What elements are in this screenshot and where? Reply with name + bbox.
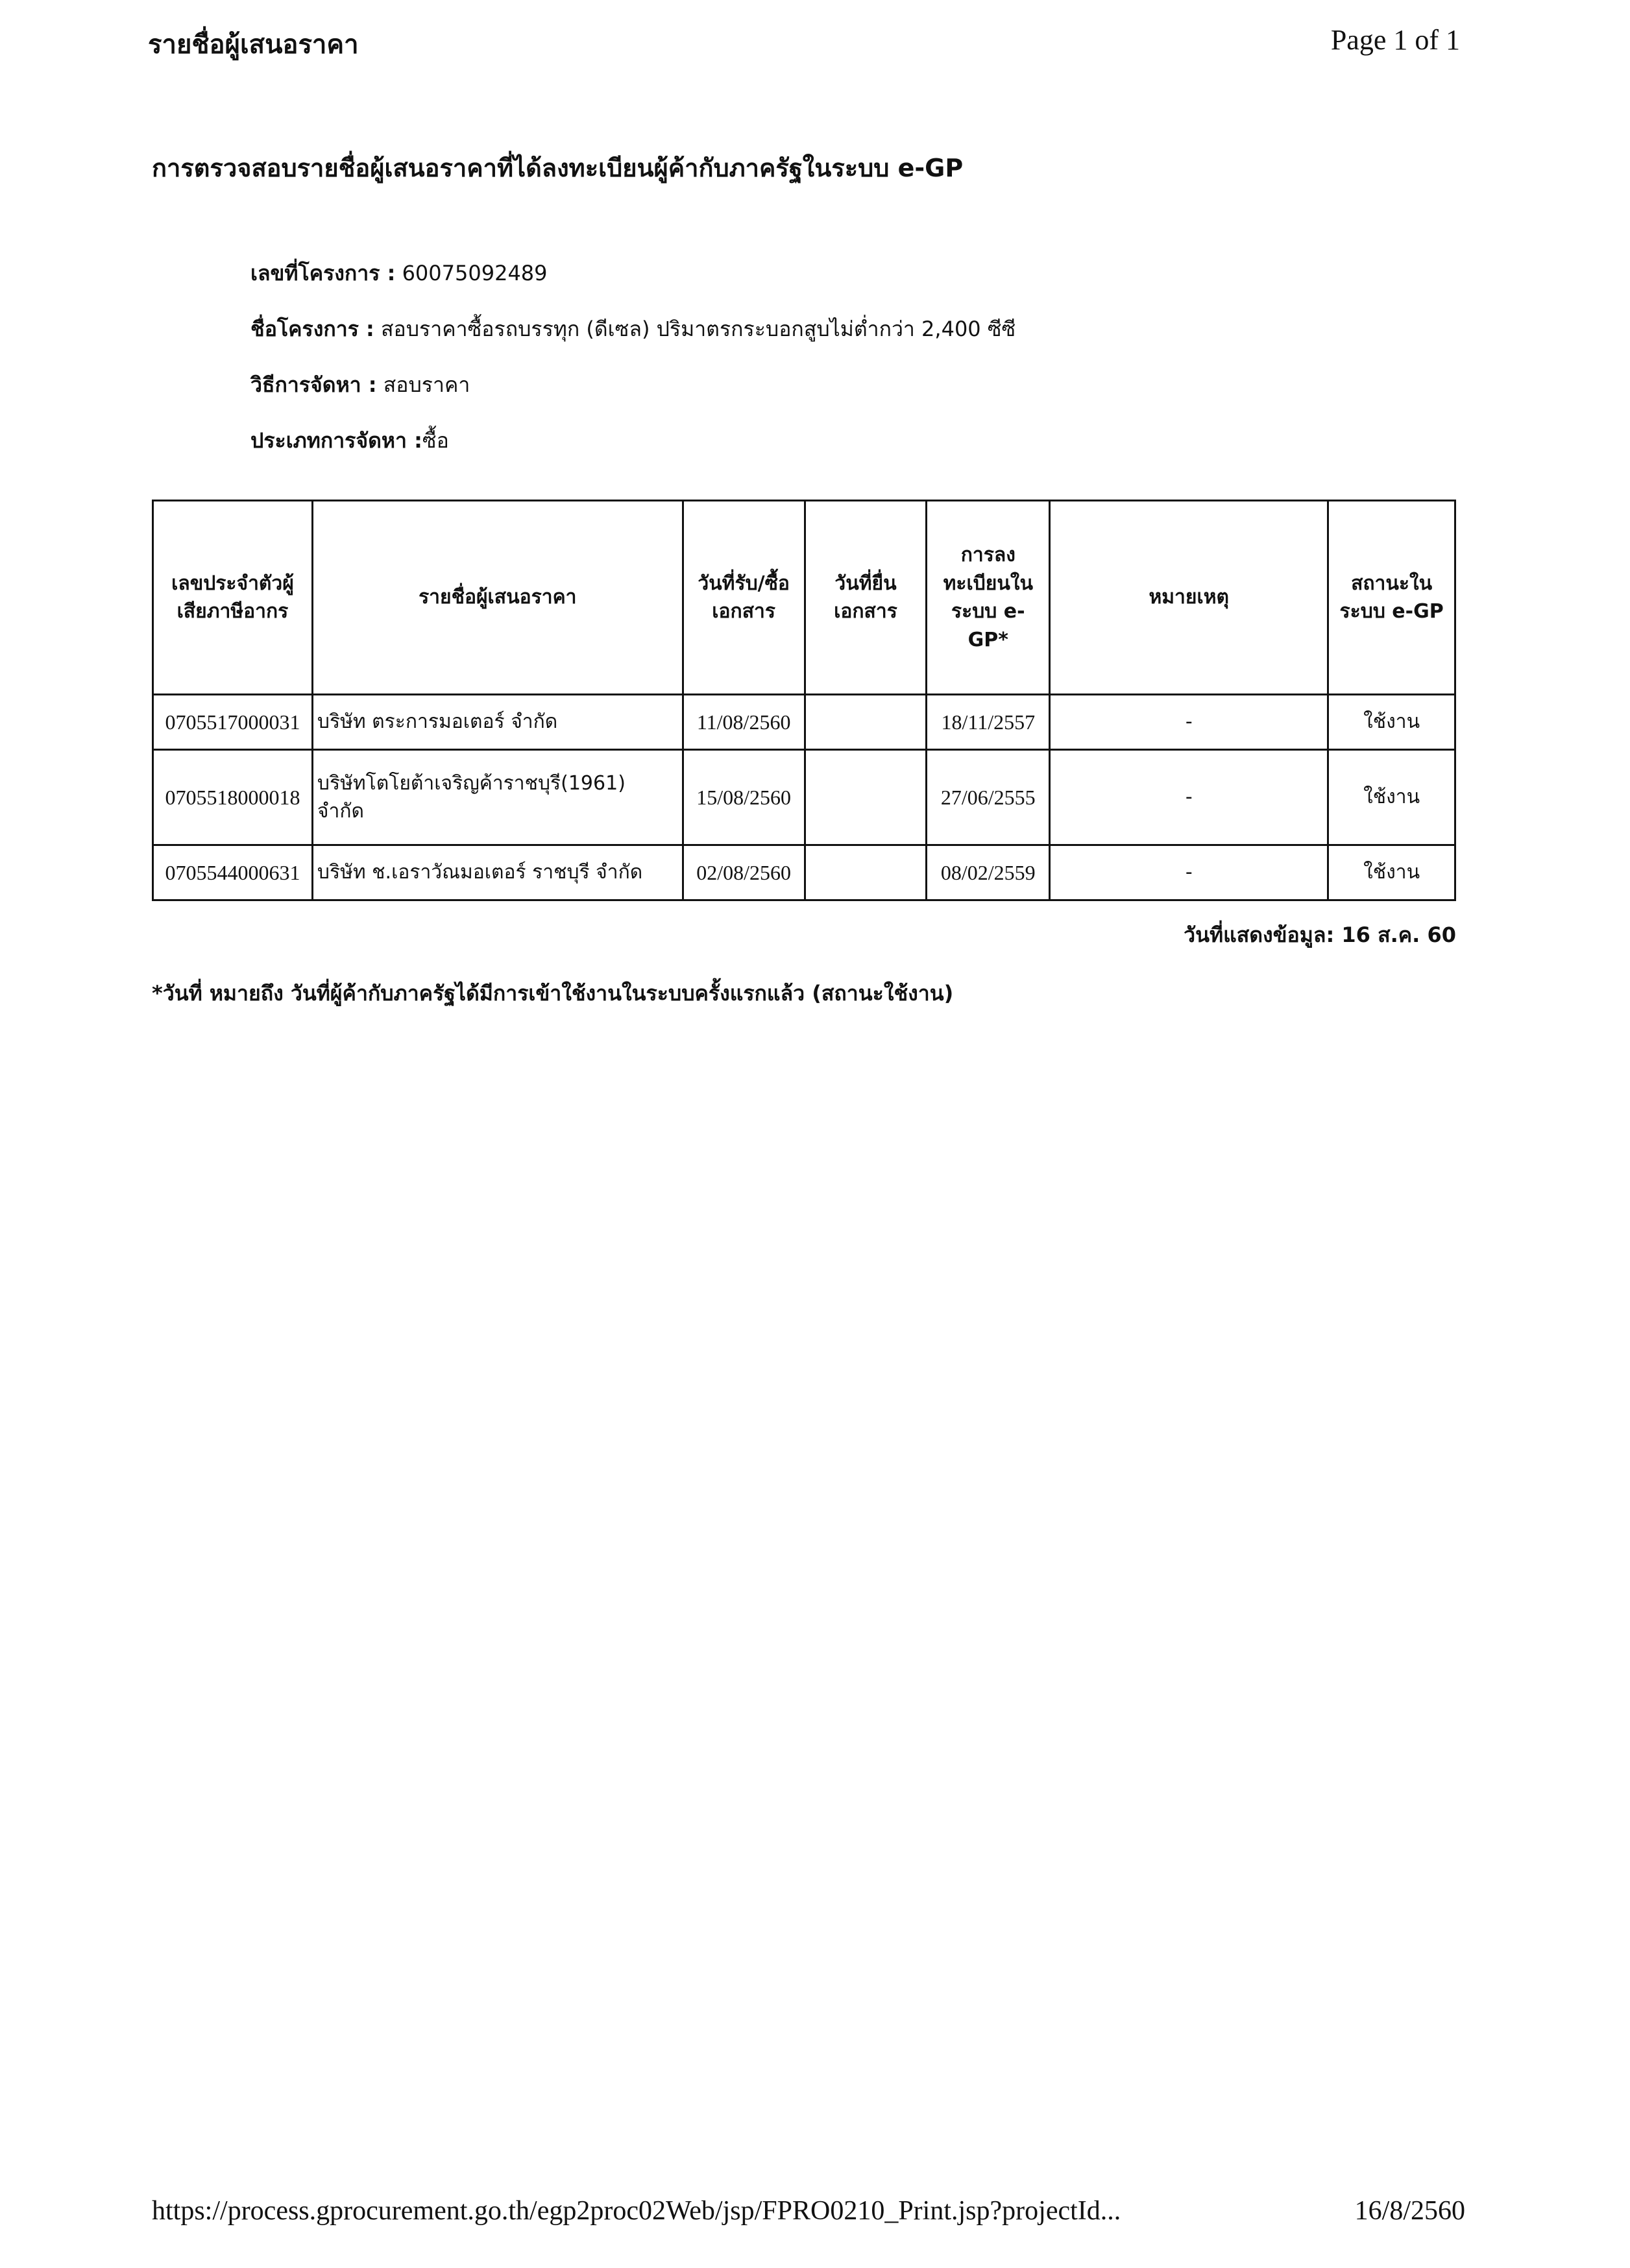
cell-name: บริษัทโตโยต้าเจริญค้าราชบุรี(1961) จำกัด — [312, 750, 683, 845]
cell-tax-id: 0705544000631 — [153, 845, 313, 900]
col-header-name: รายชื่อผู้เสนอราคา — [312, 501, 683, 695]
col-header-submit-date: วันที่ยื่นเอกสาร — [805, 501, 927, 695]
table-row — [153, 695, 1455, 750]
cell-status: ใช้งาน — [1328, 750, 1455, 845]
cell-submit-date — [805, 845, 927, 900]
cell-tax-id: 0705517000031 — [153, 695, 313, 750]
project-number: 60075092489 — [402, 261, 548, 285]
bidder-table — [152, 500, 1456, 901]
cell-registration: 18/11/2557 — [927, 695, 1050, 750]
cell-registration: 08/02/2559 — [927, 845, 1050, 900]
cell-status: ใช้งาน — [1328, 695, 1455, 750]
project-name-line — [250, 313, 1016, 346]
cell-remark: - — [1050, 845, 1328, 900]
cell-tax-id: 0705518000018 — [153, 750, 313, 845]
cell-registration: 27/06/2555 — [927, 750, 1050, 845]
table-header-row — [153, 501, 1455, 695]
cell-remark: - — [1050, 695, 1328, 750]
cell-remark: - — [1050, 750, 1328, 845]
table-row — [153, 845, 1455, 900]
col-header-registration: การลงทะเบียนในระบบ e-GP* — [927, 501, 1050, 695]
procurement-type: ซื้อ — [422, 428, 449, 453]
procurement-method-line — [250, 368, 470, 402]
procurement-type-line — [250, 424, 449, 457]
project-name-label: ชื่อโครงการ : — [250, 317, 374, 341]
col-header-tax-id: เลขประจำตัวผู้เสียภาษีอากร — [153, 501, 313, 695]
cell-receive-date: 15/08/2560 — [683, 750, 805, 845]
print-url: https://process.gprocurement.go.th/egp2proc02Web/jsp/FPRO0210_Print.jsp?projectId... — [152, 2196, 1121, 2226]
cell-submit-date — [805, 695, 927, 750]
cell-name: บริษัท ตระการมอเตอร์ จำกัด — [312, 695, 683, 750]
procurement-method-label: วิธีการจัดหา : — [250, 372, 377, 397]
footnote: *วันที่ หมายถึง วันที่ผู้ค้ากับภาครัฐได้มีการเข้าใช้งานในระบบครั้งแรกแล้ว (สถานะใช้งาน) — [152, 981, 954, 1006]
table-row — [153, 750, 1455, 845]
print-date: 16/8/2560 — [1354, 2196, 1465, 2226]
project-number-label: เลขที่โครงการ : — [250, 261, 396, 285]
cell-receive-date: 11/08/2560 — [683, 695, 805, 750]
document-title: การตรวจสอบรายชื่อผู้เสนอราคาที่ได้ลงทะเบียนผู้ค้ากับภาครัฐในระบบ e-GP — [152, 154, 964, 182]
cell-name: บริษัท ช.เอราวัณมอเตอร์ ราชบุรี จำกัด — [312, 845, 683, 900]
procurement-type-label: ประเภทการจัดหา : — [250, 428, 422, 453]
project-number-line — [250, 257, 548, 290]
cell-status: ใช้งาน — [1328, 845, 1455, 900]
procurement-method: สอบราคา — [383, 372, 470, 397]
cell-receive-date: 02/08/2560 — [683, 845, 805, 900]
page-number: Page 1 of 1 — [1330, 24, 1460, 56]
project-name: สอบราคาซื้อรถบรรทุก (ดีเซล) ปริมาตรกระบอกสูบไม่ต่ำกว่า 2,400 ซีซี — [380, 317, 1016, 341]
col-header-receive-date: วันที่รับ/ซื้อเอกสาร — [683, 501, 805, 695]
cell-submit-date — [805, 750, 927, 845]
data-shown-date: วันที่แสดงข้อมูล: 16 ส.ค. 60 — [1184, 923, 1456, 947]
col-header-status: สถานะในระบบ e-GP — [1328, 501, 1455, 695]
col-header-remark: หมายเหตุ — [1050, 501, 1328, 695]
header-title: รายชื่อผู้เสนอราคา — [148, 30, 359, 60]
